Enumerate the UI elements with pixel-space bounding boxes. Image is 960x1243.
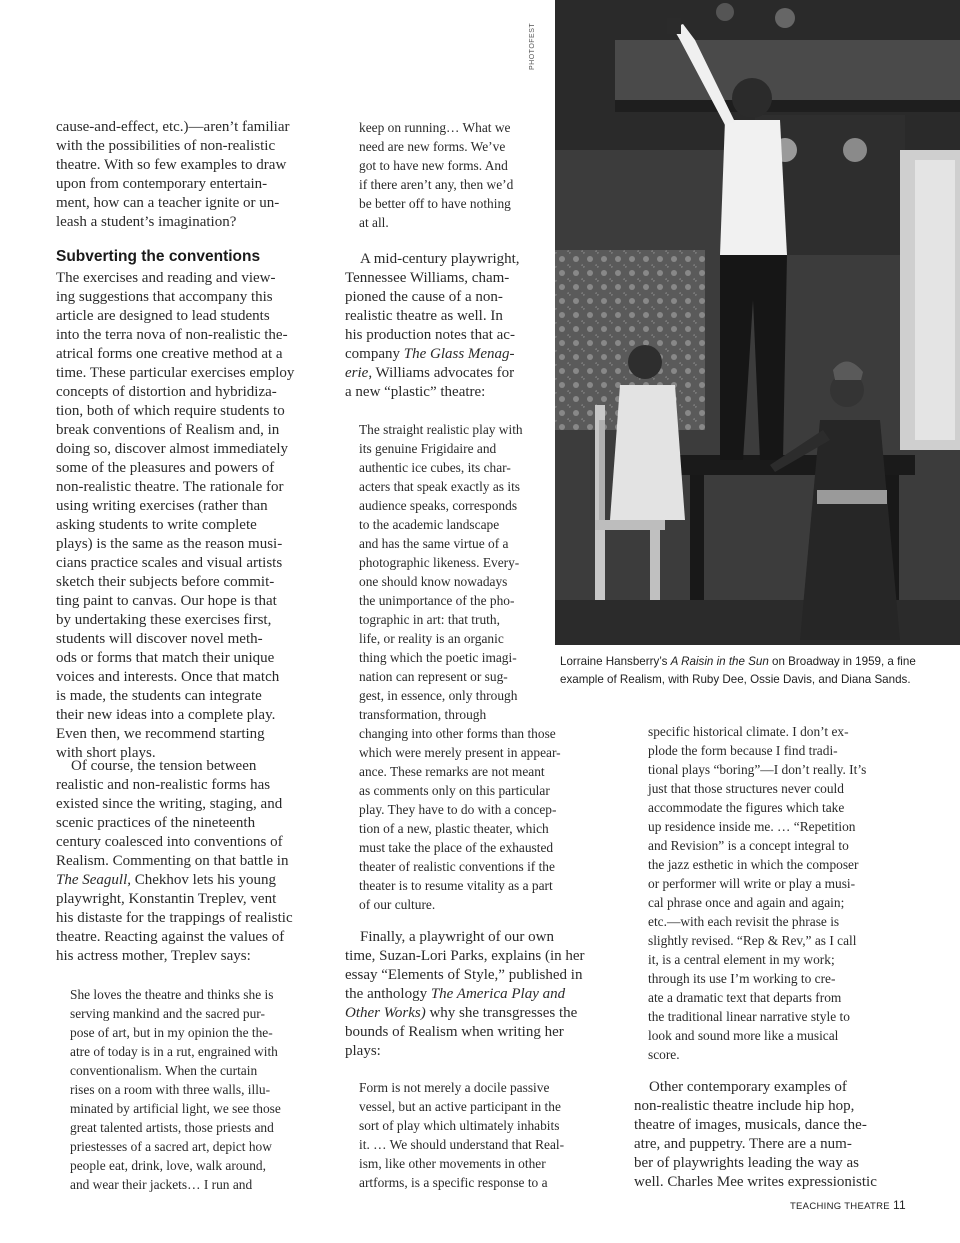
text-line: atrical forms one creative method at a [56, 346, 283, 362]
text-line: rises on a room with three walls, illu- [70, 1082, 271, 1097]
text-line: life, or reality is an organic [359, 631, 504, 646]
text-line: non-realistic theatre include hip hop, [634, 1098, 855, 1114]
text-line: concepts of distortion and hybridiza- [56, 384, 277, 400]
stage-photo-illustration [555, 0, 960, 645]
text-line: one should know nowadays [359, 574, 508, 589]
text-line: which were merely present in appear- [359, 745, 561, 760]
text-line: cause-and-effect, etc.)—aren’t familiar [56, 119, 290, 135]
caption-text: on Broadway in 1959, a fine [768, 655, 916, 668]
text-line: minated by artificial light, we see those [70, 1101, 281, 1116]
text-line: ting paint to canvas. Our hope is that [56, 593, 277, 609]
text-line [345, 985, 565, 1004]
section-heading: Subverting the conventions [56, 248, 261, 265]
text-line: of our culture. [359, 897, 436, 912]
text-line: bounds of Realism when writing her [345, 1024, 564, 1040]
text-line: must take the place of the exhausted [359, 840, 554, 855]
text-line: atre, and puppetry. There are a num- [634, 1136, 852, 1152]
text-line: just that those structures never could [648, 781, 844, 796]
text-line: to the academic landscape [359, 517, 500, 532]
text-line: his actress mother, Treplev says: [56, 948, 251, 964]
text-line: time, Suzan-Lori Parks, explains (in her [345, 948, 585, 964]
text-line: theater of realistic conventions if the [359, 859, 555, 874]
text-line: it. … We should understand that Real- [359, 1137, 565, 1152]
text-line: non-realistic theatre. The rationale for [56, 479, 284, 495]
text-line: sketch their subjects before commit- [56, 574, 275, 590]
text-line: audience speaks, corresponds [359, 498, 518, 513]
text-line: plays: [345, 1043, 381, 1059]
text-line: sort of play which ultimately inhabits [359, 1118, 560, 1133]
page-number: 11 [892, 1198, 906, 1212]
text-line: a new “plastic” theatre: [345, 384, 486, 400]
text-line: transformation, through [359, 707, 487, 722]
text-line: the jazz esthetic in which the composer [648, 857, 859, 872]
text-line: essay “Elements of Style,” published in [345, 967, 583, 983]
text-line: asking students to write complete [56, 517, 257, 533]
text-line: break conventions of Realism and, in [56, 422, 280, 438]
text-line: be better off to have nothing [359, 196, 511, 211]
text-line: play. They have to do with a concep- [359, 802, 557, 817]
text-line: She loves the theatre and thinks she is [70, 987, 274, 1002]
page-footer [790, 1198, 906, 1212]
text-line: tion of a new, plastic theater, which [359, 821, 549, 836]
text-line: Other contemporary examples of [634, 1079, 847, 1095]
text-line: using writing exercises (rather than [56, 498, 268, 514]
text-line: gest, in essence, only through [359, 688, 518, 703]
text-line: Form is not merely a docile passive [359, 1080, 550, 1095]
text-line: into the terra nova of non-realistic the- [56, 327, 288, 343]
text-line: atre of today is in a rut, engrained with [70, 1044, 278, 1059]
text-line: A mid-century playwright, [345, 251, 520, 267]
text-line: ing suggestions that accompany this [56, 289, 273, 305]
text-line: century coalesced into conventions of [56, 834, 283, 850]
text-line: got to have new forms. And [359, 158, 508, 173]
text-line: voices and interests. Once that match [56, 669, 280, 685]
text-line: theater is to resume vitality as a part [359, 878, 553, 893]
text-line: theatre. Reacting against the values of [56, 929, 285, 945]
italic-title: The Seagull [56, 872, 128, 888]
text-line: is made, the students can integrate [56, 688, 262, 704]
text-line [345, 364, 514, 383]
text-line: and has the same virtue of a [359, 536, 509, 551]
text-line: score. [648, 1047, 680, 1062]
text-line: ism, like other movements in other [359, 1156, 546, 1171]
italic-title: Other Works) [345, 1005, 426, 1021]
text-line: time. These particular exercises employ [56, 365, 295, 381]
text-line: conventionalism. When the curtain [70, 1063, 258, 1078]
text-line [345, 1004, 577, 1023]
text-line: doing so, discover almost immediately [56, 441, 289, 457]
text-line: pioned the cause of a non- [345, 289, 503, 305]
text-line: well. Charles Mee writes expressionistic [634, 1174, 877, 1190]
text-line: if there aren’t any, then we’d [359, 177, 514, 192]
text-line: tographic in art: that truth, [359, 612, 500, 627]
italic-title: The America Play and [430, 986, 566, 1002]
text-line: his production notes that ac- [345, 327, 515, 343]
text-line: keep on running… What we [359, 120, 511, 135]
text-line: its genuine Frigidaire and [359, 441, 497, 456]
text-line [345, 345, 515, 364]
text-line: article are designed to lead students [56, 308, 270, 324]
text-line: The straight realistic play with [359, 422, 523, 437]
text-line: some of the pleasures and powers of [56, 460, 275, 476]
text-line: artforms, is a specific response to a [359, 1175, 548, 1190]
text-line: Tennessee Williams, cham- [345, 270, 510, 286]
text-line: Of course, the tension between [56, 758, 257, 774]
text-span: why she transgresses the [425, 1005, 578, 1021]
text-line: or performer will write or play a musi- [648, 876, 856, 891]
text-line: it, is a central element in my work; [648, 952, 835, 967]
caption-text: Lorraine Hansberry’s [560, 655, 671, 668]
text-span: , Williams advocates for [368, 365, 515, 381]
text-line: pose of art, but in my opinion the the- [70, 1025, 273, 1040]
text-line [56, 871, 276, 890]
text-line: with the possibilities of non-realistic [56, 138, 276, 154]
text-line: ber of playwrights leading the way as [634, 1155, 859, 1171]
text-line: great talented artists, those priests and [70, 1120, 274, 1135]
text-line: changing into other forms than those [359, 726, 556, 741]
text-line: cal phrase once and again and again; [648, 895, 845, 910]
text-line: photographic likeness. Every- [359, 555, 520, 570]
photo-caption [560, 655, 916, 668]
text-line: need are new forms. We’ve [359, 139, 506, 154]
italic-title: The Glass Menag- [403, 346, 515, 362]
text-line: up residence inside me. … “Repetition [648, 819, 856, 834]
text-line: authentic ice cubes, its char- [359, 460, 511, 475]
photo-credit: PHOTOFEST [529, 22, 536, 70]
text-line: thing which the poetic imagi- [359, 650, 517, 665]
text-line: students will discover novel meth- [56, 631, 263, 647]
text-line: specific historical climate. I don’t ex- [648, 724, 849, 739]
text-line: existed since the writing, staging, and [56, 796, 283, 812]
text-line: etc.—with each revisit the phrase is [648, 914, 840, 929]
text-line: priestesses of a sacred art, depict how [70, 1139, 272, 1154]
text-line: look and sound more like a musical [648, 1028, 839, 1043]
text-line: and Revision” is a concept integral to [648, 838, 849, 853]
text-line: their new ideas into a complete play. [56, 707, 276, 723]
text-line: tional plays “boring”—I don’t really. It’s [648, 762, 867, 777]
text-line: people eat, drink, love, walk around, [70, 1158, 266, 1173]
text-line: with short plays. [56, 745, 156, 761]
text-line: his distaste for the trappings of realistic [56, 910, 293, 926]
text-line: by undertaking these exercises first, [56, 612, 272, 628]
text-line: cians practice scales and visual artists [56, 555, 283, 571]
text-line: playwright, Konstantin Treplev, vent [56, 891, 277, 907]
text-span: company [345, 346, 404, 362]
text-line: nation can represent or sug- [359, 669, 508, 684]
text-line: acters that speak exactly as its [359, 479, 520, 494]
text-line: The exercises and reading and view- [56, 270, 276, 286]
text-line: plays) is the same as the reason musi- [56, 536, 283, 552]
text-line: Even then, we recommend starting [56, 726, 265, 742]
text-line: plode the form because I find tradi- [648, 743, 838, 758]
text-line: ods or forms that match their unique [56, 650, 275, 666]
text-line: scenic practices of the nineteenth [56, 815, 256, 831]
caption-play-title: A Raisin in the Sun [670, 655, 769, 668]
text-line: serving mankind and the sacred pur- [70, 1006, 265, 1021]
photo-caption-line2: example of Realism, with Ruby Dee, Ossie Davis, and Diana Sands. [560, 673, 911, 686]
text-line: Realism. Commenting on that battle in [56, 853, 289, 869]
text-line: ate a dramatic text that departs from [648, 990, 842, 1005]
text-span: , Chekhov lets his young [127, 872, 276, 888]
text-span: the anthology [345, 986, 431, 1002]
text-line: through its use I’m working to cre- [648, 971, 836, 986]
text-line: the traditional linear narrative style to [648, 1009, 850, 1024]
text-line: realistic theatre as well. In [345, 308, 503, 324]
publication-name: TEACHING THEATRE [789, 1201, 890, 1212]
text-line: theatre. With so few examples to draw [56, 157, 287, 173]
text-line: theatre of images, musicals, dance the- [634, 1117, 867, 1133]
text-line: ment, how can a teacher ignite or un- [56, 195, 280, 211]
text-line: Finally, a playwright of our own [345, 929, 554, 945]
text-line: realistic and non-realistic forms has [56, 777, 271, 793]
italic-title: erie [345, 365, 369, 381]
text-line: ance. These remarks are not meant [359, 764, 545, 779]
text-line: and wear their jackets… I run and [70, 1177, 253, 1192]
text-line: upon from contemporary entertain- [56, 176, 268, 192]
text-line: at all. [359, 215, 389, 230]
stage-photo [555, 0, 960, 645]
text-line: the unimportance of the pho- [359, 593, 515, 608]
text-line: accommodate the figures which take [648, 800, 845, 815]
text-line: leash a student’s imagination? [56, 214, 237, 230]
text-line: as comments only on this particular [359, 783, 550, 798]
text-line: tion, both of which require students to [56, 403, 285, 419]
text-line: slightly revised. “Rep & Rev,” as I call [648, 933, 857, 948]
text-line: vessel, but an active participant in the [359, 1099, 561, 1114]
